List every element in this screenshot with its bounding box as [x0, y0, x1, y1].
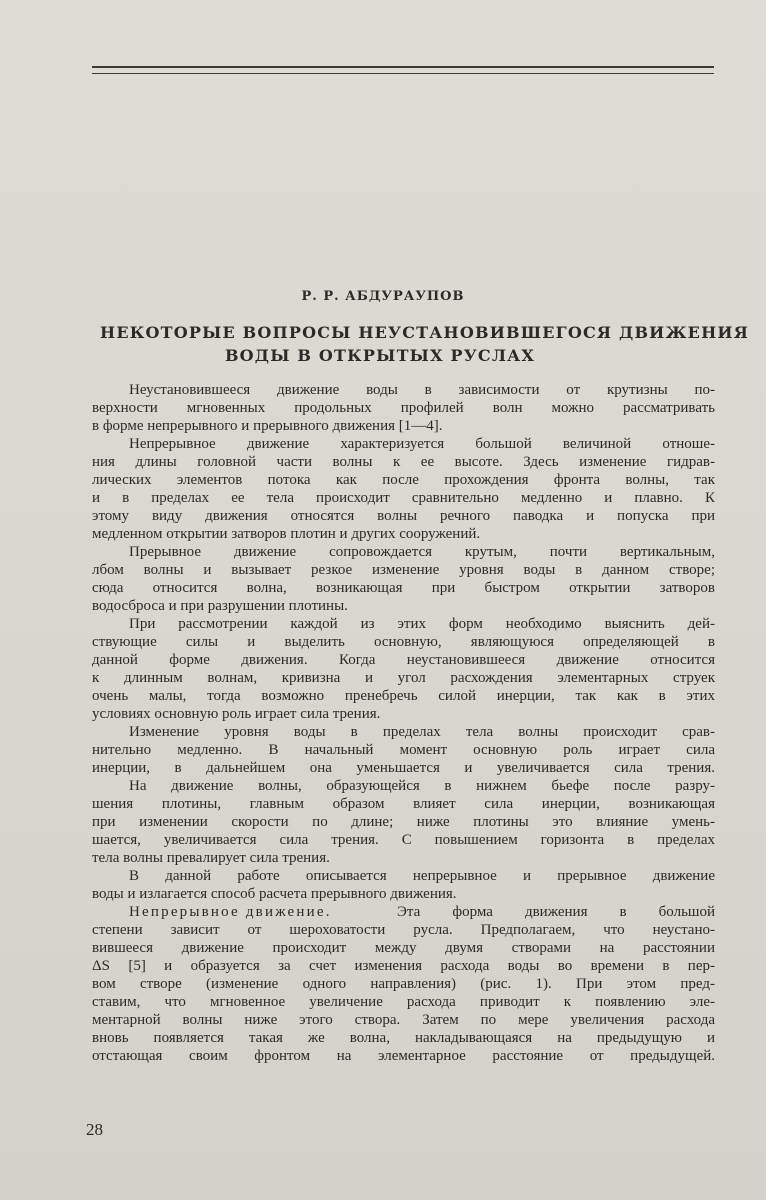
body-line: вившееся движение происходит между двумя створами на расстоянии	[92, 940, 715, 956]
body-line: вновь появляется такая же волна, накладывающаяся на предыдущую и	[92, 1030, 715, 1046]
top-rule	[92, 66, 714, 68]
body-line: На движение волны, образующейся в нижнем бьефе после разру-	[129, 778, 715, 794]
body-line: к длинным волнам, кривизна и угол расхождения элементарных струек	[92, 670, 715, 686]
body-line: этому виду движения относятся волны речного паводка и попуска при	[92, 508, 715, 524]
body-line: воды и излагается способ расчета прерывного движения.	[92, 886, 457, 902]
title-line: НЕКОТОРЫЕ ВОПРОСЫ НЕУСТАНОВИВШЕГОСЯ ДВИЖЕНИЯ	[100, 323, 750, 342]
body-line: ставим, что мгновенное увеличение расхода приводит к появлению эле-	[92, 994, 715, 1010]
body-line: очень малы, тогда возможно пренебречь силой инерции, так как в этих	[92, 688, 715, 704]
body-line: степени зависит от шероховатости русла. Предполагаем, что неустано-	[92, 922, 715, 938]
body-line: сюда относится волна, возникающая при быстром открытии затворов	[92, 580, 715, 596]
body-line: отстающая своим фронтом на элементарное расстояние от предыдущей.	[92, 1048, 715, 1064]
body-line: В данной работе описывается непрерывное и прерывное движение	[129, 868, 715, 884]
body-line: тела волны превалирует сила трения.	[92, 850, 330, 866]
body-line: ствующие силы и выделить основную, являющуюся определяющей в	[92, 634, 715, 650]
body-line: шается, увеличивается сила трения. С повышением горизонта в пределах	[92, 832, 715, 848]
body-line: инерции, в дальнейшем она уменьшается и увеличивается сила трения.	[92, 760, 715, 776]
body-line: вом створе (изменение одного направления) (рис. 1). При этом пред-	[92, 976, 715, 992]
title-line: ВОДЫ В ОТКРЫТЫХ РУСЛАХ	[224, 346, 536, 365]
body-line: шения плотины, главным образом влияет сила инерции, возникающая	[92, 796, 715, 812]
body-line: лбом волны и вызывает резкое изменение уровня воды в данном створе;	[92, 562, 715, 578]
body-line: в форме непрерывного и прерывного движения [1—4].	[92, 418, 443, 434]
body-line: ния длины головной части волны к ее высоте. Здесь изменение гидрав-	[92, 454, 715, 470]
body-line: ΔS [5] и образуется за счет изменения расхода воды во времени в пер-	[92, 958, 715, 974]
body-line: и в пределах ее тела происходит сравнительно медленно и плавно. К	[92, 490, 715, 506]
body-line: Эта форма движения в большой	[397, 904, 715, 920]
body-line: данной форме движения. Когда неустановившееся движение относится	[92, 652, 715, 668]
body-line: ментарной волны ниже этого створа. Затем по мере увеличения расхода	[92, 1012, 715, 1028]
body-line: Прерывное движение сопровождается крутым, почти вертикальным,	[129, 544, 715, 560]
body-line: нительно медленно. В начальный момент основную роль играет сила	[92, 742, 715, 758]
article-title	[100, 321, 750, 367]
section-heading: Непрерывное движение.	[129, 904, 332, 920]
top-rule-thin	[92, 73, 714, 74]
body-line: медленном открытии затворов плотин и других сооружений.	[92, 526, 481, 542]
body-line: при изменении скорости по длине; ниже плотины это влияние умень-	[92, 814, 715, 830]
author-name: Р. Р. АБДУРАУПОВ	[301, 289, 465, 304]
body-line: Непрерывное движение характеризуется большой величиной отноше-	[129, 436, 715, 452]
body-line: лических элементов потока как после прохождения фронта волны, так	[92, 472, 715, 488]
body-line: Неустановившееся движение воды в зависимости от крутизны по-	[129, 382, 715, 398]
body-line: Изменение уровня воды в пределах тела волны происходит срав-	[129, 724, 715, 740]
body-line: верхности мгновенных продольных профилей волн можно рассматривать	[92, 400, 715, 416]
body-line: водосброса и при разрушении плотины.	[92, 598, 348, 614]
page-number: 28	[86, 1120, 103, 1139]
body-line: При рассмотрении каждой из этих форм необходимо выяснить дей-	[129, 616, 715, 632]
body-line: условиях основную роль играет сила трения.	[92, 706, 381, 722]
